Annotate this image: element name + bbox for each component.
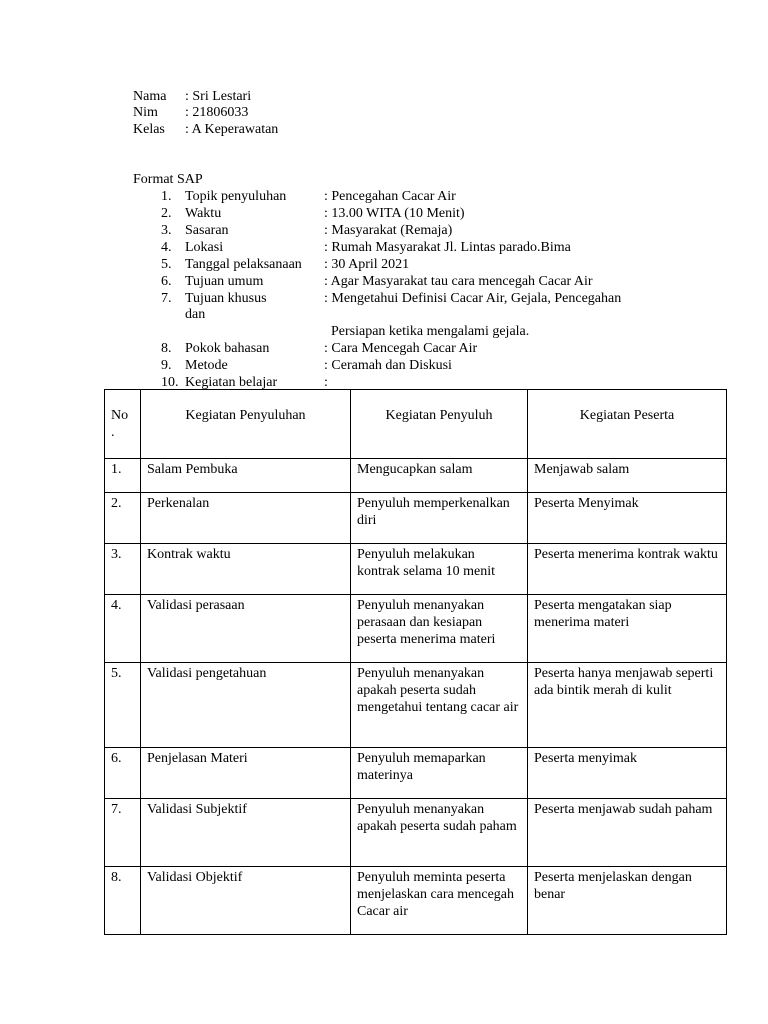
sap-item-label: Kegiatan belajar [185,375,278,390]
table-cell-penyuluh [351,867,528,935]
table-row [105,595,727,663]
header-kegiatan-peserta [528,390,727,459]
cell-text: Peserta menjelaskan dengan benar [534,870,692,902]
cell-text: Validasi Objektif [147,870,243,885]
cell-text: Penyuluh memaparkan materinya [357,751,486,783]
sap-item-number: 8. [161,341,172,356]
cell-text: Penyuluh meminta peserta menjelaskan cara mencegah Cacar air [357,870,515,919]
table-row [105,748,727,799]
table-row [105,799,727,867]
cell-text: Perkenalan [147,496,210,511]
format-title: Format SAP [133,172,203,187]
sap-item-label: Tanggal pelaksanaan [185,257,302,272]
sap-item-value: : Masyarakat (Remaja) [324,223,453,238]
sap-item-number: 5. [161,257,172,272]
sap-item-value: : Pencegahan Cacar Air [324,189,456,204]
table-cell-no [105,663,141,748]
table-row [105,663,727,748]
table-cell-penyuluh [351,493,528,544]
cell-text: 5. [111,666,122,681]
table-cell-no [105,493,141,544]
header-kegiatan-penyuluhan [141,390,351,459]
sap-item-number: 2. [161,206,172,221]
table-cell-penyuluh [351,748,528,799]
header-label: Kegiatan Penyuluhan [185,408,306,423]
sap-item-value: : Agar Masyarakat tau cara mencegah Cacar Air [324,274,593,289]
table-cell-peserta [528,799,727,867]
cell-text: 6. [111,751,122,766]
table-cell-penyuluhan [141,595,351,663]
cell-text: 4. [111,598,122,613]
cell-text: 2. [111,496,122,511]
cell-text: Penjelasan Materi [147,751,248,766]
table-cell-peserta [528,748,727,799]
nim-label: Nim [133,105,158,120]
cell-text: 1. [111,462,122,477]
sap-item-label: Lokasi [185,240,224,255]
table-cell-penyuluh [351,663,528,748]
cell-text: Validasi pengetahuan [147,666,267,681]
table-cell-no [105,748,141,799]
cell-text: 7. [111,802,122,817]
cell-text: Penyuluh menanyakan apakah peserta sudah paham [357,802,517,834]
sap-item-number: 7. [161,291,172,306]
cell-text: Penyuluh memperkenalkan diri [357,496,510,528]
cell-text: Peserta menerima kontrak waktu [534,547,718,562]
sap-item-value: : Rumah Masyarakat Jl. Lintas parado.Bima [324,240,571,255]
table-cell-penyuluhan [141,544,351,595]
table-row [105,459,727,493]
sap-item-number: 3. [161,223,172,238]
cell-text: Peserta hanya menjawab seperti ada bintik merah di kulit [534,666,714,698]
table-cell-no [105,799,141,867]
cell-text: Salam Pembuka [147,462,238,477]
cell-text: Penyuluh menanyakan apakah peserta sudah mengetahui tentang cacar air [357,666,519,715]
cell-text: Kontrak waktu [147,547,231,562]
name-label: Nama [133,89,167,104]
sap-item-label: Waktu [185,206,222,221]
table-cell-no [105,544,141,595]
table-cell-peserta [528,595,727,663]
table-cell-no [105,867,141,935]
table-cell-penyuluhan [141,663,351,748]
table-row [105,544,727,595]
sap-item-number: 4. [161,240,172,255]
cell-text: Penyuluh melakukan kontrak selama 10 menit [357,547,496,579]
cell-text: Peserta menyimak [534,751,638,766]
sap-item-value: : Ceramah dan Diskusi [324,358,452,373]
table-cell-peserta [528,493,727,544]
cell-text: Peserta menjawab sudah paham [534,802,713,817]
sap-item-number: 6. [161,274,172,289]
cell-text: Menjawab salam [534,462,630,477]
cell-text: Mengucapkan salam [357,462,473,477]
header-no [105,390,141,459]
sap-item-value: : [324,375,328,390]
table-cell-penyuluhan [141,493,351,544]
kelas-value: : A Keperawatan [185,122,279,137]
cell-text: 3. [111,547,122,562]
kelas-label: Kelas [133,122,165,137]
sap-item-value: : 30 April 2021 [324,257,410,272]
cell-text: Penyuluh menanyakan perasaan dan kesiapan peserta menerima materi [357,598,496,647]
sap-item-value: : 13.00 WITA (10 Menit) [324,206,465,221]
sap-item-value: : Mengetahui Definisi Cacar Air, Gejala, Pencegahan [324,291,622,306]
cell-text: Validasi Subjektif [147,802,247,817]
tujuan-khusus-continued: dan [185,307,206,322]
cell-text: Peserta mengatakan siap menerima materi [534,598,672,630]
sap-item-label: Metode [185,358,228,373]
cell-text: Peserta Menyimak [534,496,639,511]
table-cell-penyuluhan [141,748,351,799]
header-no-label: No . [111,408,129,440]
sap-item-number: 10. [161,375,179,390]
activity-table [104,389,727,935]
name-value: : Sri Lestari [185,89,252,104]
sap-item-number: 9. [161,358,172,373]
tujuan-khusus-continued-2: Persiapan ketika mengalami gejala. [331,324,530,339]
table-cell-penyuluh [351,544,528,595]
cell-text: 8. [111,870,122,885]
nim-value: : 21806033 [185,105,249,120]
table-cell-no [105,459,141,493]
sap-item-value: : Cara Mencegah Cacar Air [324,341,478,356]
header-label: Kegiatan Peserta [579,408,675,423]
sap-item-label: Tujuan khusus [185,291,267,306]
sap-item-label: Pokok bahasan [185,341,270,356]
table-cell-penyuluhan [141,867,351,935]
table-row [105,493,727,544]
sap-item-label: Tujuan umum [185,274,264,289]
header-kegiatan-penyuluh [351,390,528,459]
sap-item-label: Sasaran [185,223,229,238]
table-cell-penyuluhan [141,799,351,867]
sap-item-number: 1. [161,189,172,204]
table-cell-peserta [528,663,727,748]
table-row [105,867,727,935]
table-cell-peserta [528,544,727,595]
header-label: Kegiatan Penyuluh [385,408,493,423]
cell-text: Validasi perasaan [147,598,245,613]
sap-item-label: Topik penyuluhan [185,189,287,204]
table-cell-peserta [528,867,727,935]
table-cell-penyuluh [351,799,528,867]
table-cell-penyuluh [351,595,528,663]
table-cell-no [105,595,141,663]
table-cell-peserta [528,459,727,493]
table-cell-penyuluhan [141,459,351,493]
table-header-row [105,390,727,459]
table-cell-penyuluh [351,459,528,493]
